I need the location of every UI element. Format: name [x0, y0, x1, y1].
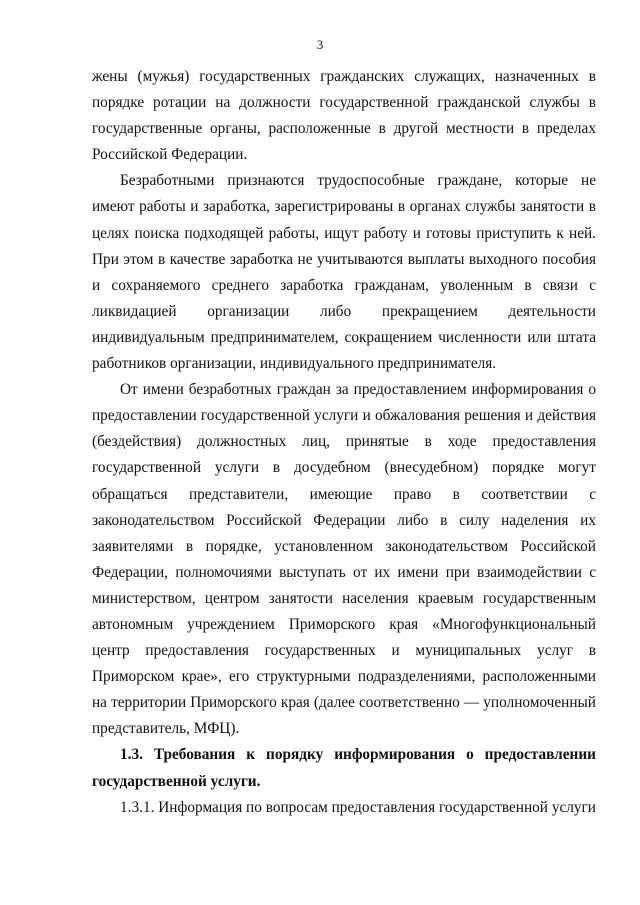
document-body [92, 64, 596, 821]
paragraph-authorized-representatives: От имени безработных граждан за предоставлением информирования о предоставлении государственной услуги и обжалования решения и действия (бездействия) должностных лиц, принятые в ходе предоставления государственной услуги в досудебном (внесудебном) порядке могут обращаться представители, имеющие право в соответствии с законодательством Российской Федерации либо в силу наделения их заявителями в порядке, установленном законодательством Российской Федерации, полномочиями выступать от их имени при взаимодействии с министерством, центром занятости населения краевым государственным автономным учреждением Приморского края «Многофункциональный центр предоставления государственных и муниципальных услуг в Приморском крае», его структурными подразделениями, расположенными на территории Приморского края (далее соответственно — уполномоченный представитель, МФЦ). [92, 381, 596, 738]
paragraph-1-3-1: 1.3.1. Информация по вопросам предоставления государственной услуги [120, 798, 596, 816]
paragraph-spouses-rotation: жены (мужья) государственных гражданских служащих, назначенных в порядке ротации на должности государственной гражданской службы в государственные органы, расположенные в другой местности в пределах Российской Федерации. [92, 68, 596, 164]
page-number: 3 [316, 37, 324, 52]
paragraph-unemployed-definition: Безработными признаются трудоспособные граждане, которые не имеют работы и заработка, зарегистрированы в органах службы занятости в целях поиска подходящей работы, ищут работу и готовы приступить к ней. При этом в качестве заработка не учитываются выплаты выходного пособия и сохраняемого среднего заработка гражданам, уволенным в связи с ликвидацией организации либо прекращением деятельности индивидуальным предпринимателем, сокращением численности или штата работников организации, индивидуального предпринимателя. [92, 172, 596, 373]
section-heading-1-3: 1.3. Требования к порядку информирования о предоставлении государственной услуги. [92, 746, 596, 790]
